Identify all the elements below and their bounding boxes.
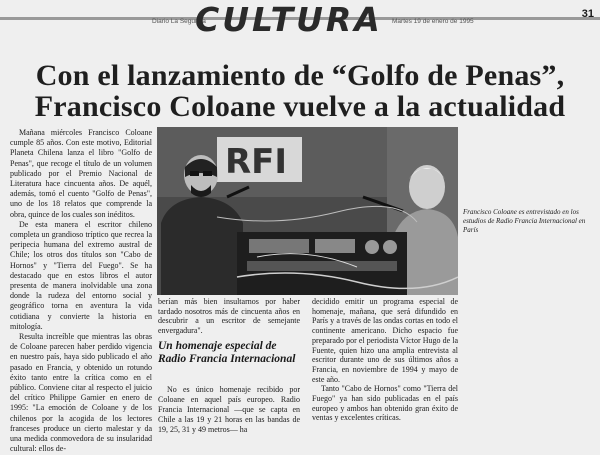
section-title: CULTURA [195, 0, 383, 39]
article-column-2-top [158, 297, 300, 335]
interview-photo [157, 127, 458, 295]
paragraph: No es único homenaje recibido por Coloane en aquel país europeo. Radio Francia Internacional —que se capta en Chile a las 19 y 21 horas en las bandas de 19, 25, 31 y 49 metros— ha [158, 385, 300, 434]
paragraph: Mañana miércoles Francisco Coloane cumple 85 años. Con este motivo, Editorial Planeta Chilena lanza el libro "Golfo de Penas", que recoge el título de un volumen publicado por el Premio Nacional de Literatura hace cincuenta años. De aquél, además, tomó el cuento "Golfo de Penas", uno de los 18 relatos que comprende la obra, quince de los cuales son inéditos. [10, 128, 152, 219]
page-header [0, 0, 600, 40]
paragraph: Resulta increíble que mientras las obras de Coloane parecen haber perdido vigencia en nuestro país, haya sido publicado el año pasado en Francia, y obtenido un rotundo éxito tanto entre la crítica como en el público. Conviene citar al respecto el juicio del crítico Philippe Garnier en enero de 1995: "La emoción de Coloane y de los chilenos por la acogida de los lectores franceses produce un cierto malestar y da una medida conmovedora de su insularidad cultural: ellos de- [10, 332, 152, 454]
paragraph: De esta manera el escritor chileno completa un grandioso tríptico que recrea la peripecia humana del extremo austral de Chile; los otros dos títulos son "Cabo de Hornos" y "Tierra del Fuego". Se ha destacado que en estos libros el autor presenta de manera inolvidable una zona donde la rudeza del entorno social y geográfico torna en aventura la vida cotidiana y convierte la historia en mitología. [10, 219, 152, 331]
newspaper-name: Diario La Segunda [152, 18, 206, 25]
page-number: 31 [581, 8, 594, 20]
article-column-2-bottom [158, 385, 300, 435]
subheading: Un homenaje especial de Radio Francia Internacional [158, 340, 296, 365]
paragraph: decidido emitir un programa especial de homenaje, mañana, que será difundido en París y a través de las ondas cortas en todo el continente americano. Dicho espacio fue preparado por el periodista Víctor Hugo de la Fuente, quien hizo una amplia entrevista al escritor durante uno de sus últimos años a Francia, en noviembre de 1994 y mayo de este año. [312, 297, 458, 384]
photo-caption: Francisco Coloane es entrevistado en los estudios de Radio Francia Internacional en París [463, 208, 586, 234]
issue-date: Martes 19 de enero de 1995 [392, 18, 474, 25]
paragraph: Tanto "Cabo de Hornos" como "Tierra del Fuego" ya han sido publicadas en el país europeo y ambos han obtenido gran éxito de ventas y excelentes críticas. [312, 384, 458, 423]
paragraph: berían más bien insultarnos por haber tardado nosotros más de cincuenta años en descubrir a un escritor de semejante envergadura". [158, 297, 300, 335]
rfi-sign: RFI [225, 142, 288, 182]
article-column-3 [312, 297, 458, 423]
headline-line-2: Francisco Coloane vuelve a la actualidad [34, 90, 566, 123]
article-column-1 [10, 128, 152, 455]
headline-line-1: Con el lanzamiento de “Golfo de Penas”, [35, 59, 565, 92]
